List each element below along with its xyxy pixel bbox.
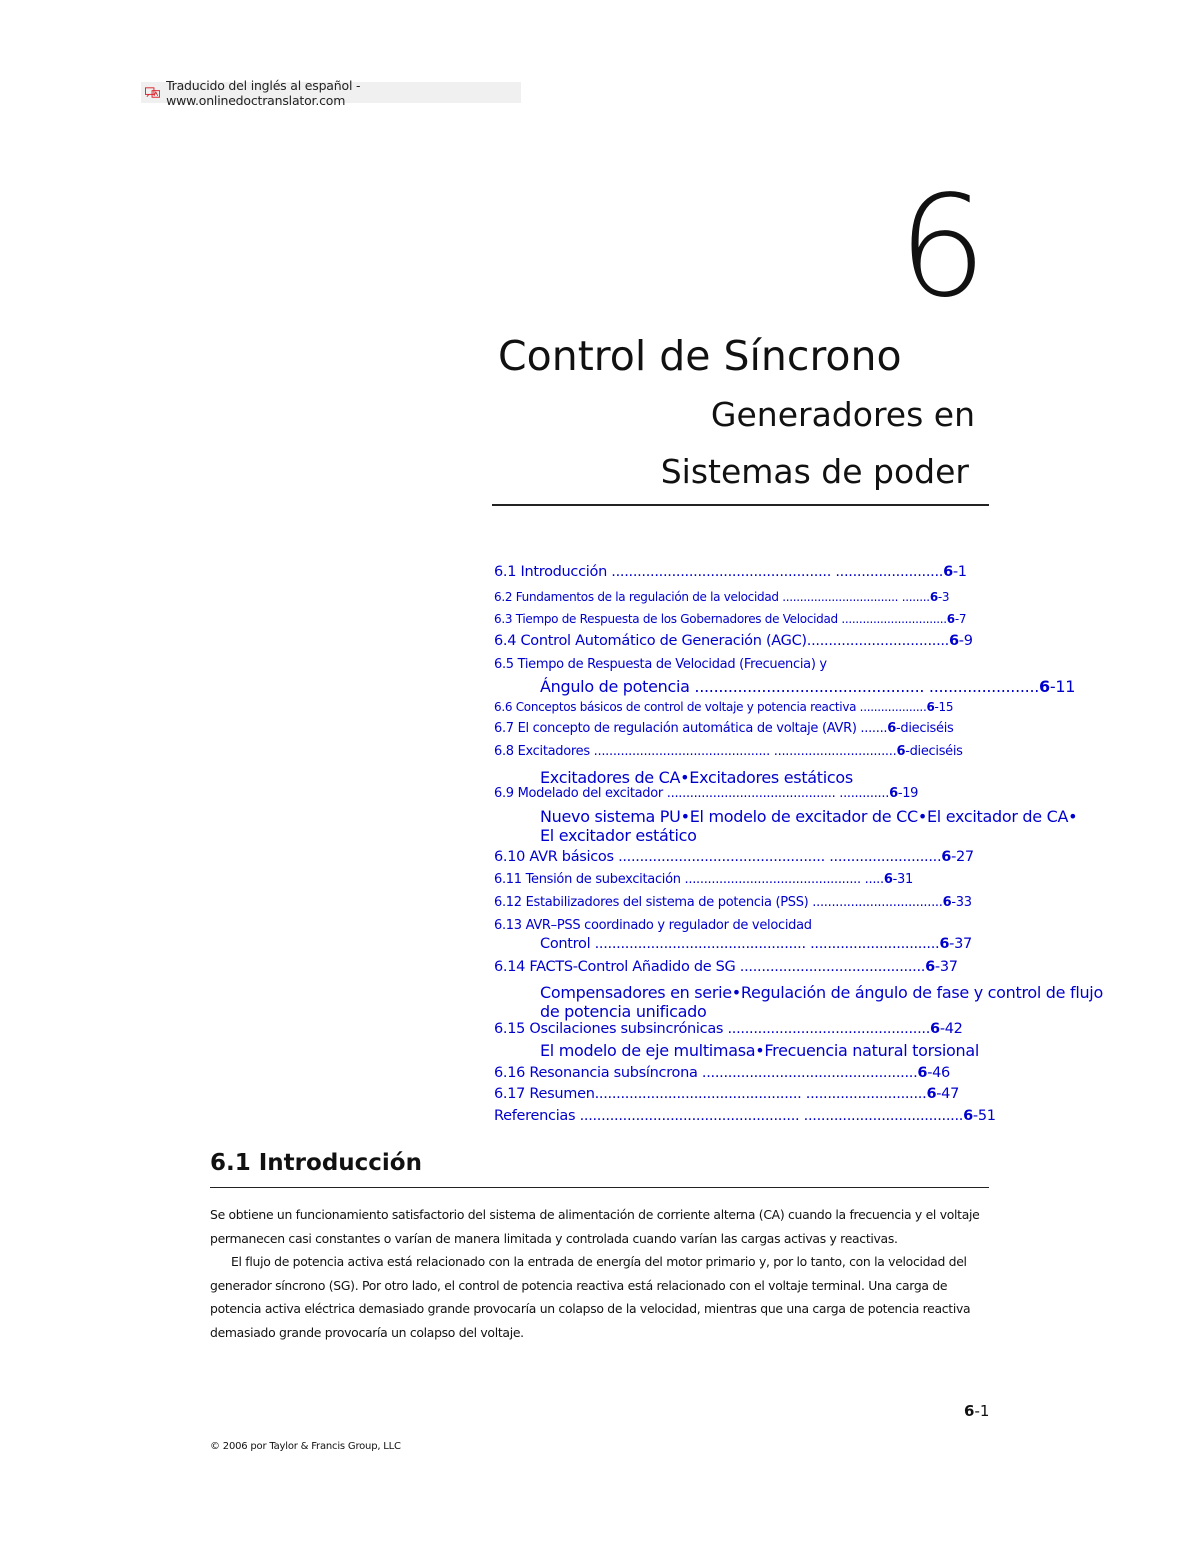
translate-icon	[145, 87, 160, 99]
banner-text: Traducido del inglés al español - www.onlinedoctranslator.com	[166, 77, 361, 108]
paragraph-1: Se obtiene un funcionamiento satisfactorio del sistema de alimentación de corriente alterna (CA) cuando la frecuencia y el voltaje permanecen casi constantes o varían de manera limitada y controlada cuando varían las cargas activas y reactivas.	[210, 1207, 980, 1246]
toc-entry-6-3[interactable]: 6.3 Tiempo de Respuesta de los Gobernadores de Velocidad ..............................6-7	[494, 612, 967, 626]
chapter-title-line-2: Generadores en	[710, 395, 975, 434]
toc-entry-6-4[interactable]: 6.4 Control Automático de Generación (AGC).................................6-9	[494, 633, 973, 649]
toc-entry-references[interactable]: Referencias ................................................... .....................................6-51	[494, 1108, 996, 1124]
toc-subtopics-6-9-cont: El excitador estático	[540, 826, 697, 845]
toc-entry-6-7[interactable]: 6.7 El concepto de regulación automática de voltaje (AVR) .......6-dieciséis	[494, 721, 954, 736]
toc-entry-6-16[interactable]: 6.16 Resonancia subsíncrona ..................................................6-46	[494, 1065, 950, 1081]
toc-entry-6-8[interactable]: 6.8 Excitadores .............................................. ................................6-dieciséis	[494, 744, 963, 759]
toc-subtopics-6-15: El modelo de eje multimasa•Frecuencia natural torsional	[540, 1041, 980, 1060]
body-text	[210, 1203, 990, 1345]
toc-subtopics-6-8: Excitadores de CA•Excitadores estáticos	[540, 768, 853, 787]
toc-entry-6-9[interactable]: 6.9 Modelado del excitador ............................................ .............6-19	[494, 786, 919, 801]
translation-banner[interactable]	[141, 77, 521, 108]
chapter-title-line-1: Control de Síncrono	[498, 332, 902, 380]
chapter-title-line-3: Sistemas de poder	[660, 452, 969, 491]
toc-entry-6-15[interactable]: 6.15 Oscilaciones subsincrónicas ...............................................6-42	[494, 1021, 963, 1037]
chapter-number: 6	[897, 166, 987, 329]
copyright-notice: © 2006 por Taylor & Francis Group, LLC	[210, 1441, 401, 1452]
toc-entry-6-12[interactable]: 6.12 Estabilizadores del sistema de potencia (PSS) ..................................6-33	[494, 895, 972, 910]
toc-entry-6-17[interactable]: 6.17 Resumen................................................ ............................6-47	[494, 1086, 960, 1102]
toc-entry-6-11[interactable]: 6.11 Tensión de subexcitación .............................................. .....6-31	[494, 872, 913, 887]
toc-entry-6-2[interactable]: 6.2 Fundamentos de la regulación de la velocidad ................................. ........6-3	[494, 590, 950, 604]
toc-subtopics-6-14: Compensadores en serie•Regulación de ángulo de fase y control de flujo	[540, 983, 1103, 1002]
toc-entry-6-5-cont[interactable]: Ángulo de potencia ................................................ .......................6-11	[540, 677, 1076, 696]
toc-entry-6-14[interactable]: 6.14 FACTS-Control Añadido de SG ...........................................6-37	[494, 959, 958, 975]
toc-entry-6-13-cont[interactable]: Control ................................................. ..............................6-37	[540, 936, 972, 952]
section-divider	[210, 1187, 989, 1188]
toc-subtopics-6-14-cont: de potencia unificado	[540, 1002, 707, 1021]
toc-entry-6-13[interactable]: 6.13 AVR–PSS coordinado y regulador de velocidad	[494, 918, 812, 933]
toc-entry-6-6[interactable]: 6.6 Conceptos básicos de control de voltaje y potencia reactiva ...................6-15	[494, 700, 954, 714]
section-heading: 6.1 Introducción	[210, 1150, 422, 1176]
toc-subtopics-6-9: Nuevo sistema PU•El modelo de excitador de CC•El excitador de CA•	[540, 807, 1078, 826]
toc-entry-6-10[interactable]: 6.10 AVR básicos ................................................ ..........................6-27	[494, 849, 974, 865]
toc-entry-6-5[interactable]: 6.5 Tiempo de Respuesta de Velocidad (Frecuencia) y	[494, 657, 827, 672]
title-divider	[492, 504, 989, 506]
toc-entry-6-1[interactable]: 6.1 Introducción ................................................... .........................6-1	[494, 564, 967, 580]
paragraph-2: El flujo de potencia activa está relacionado con la entrada de energía del motor primario y, por lo tanto, con la velocidad del generador síncrono (SG). Por otro lado, el control de potencia reactiva está relacionado con el voltaje terminal. Una carga de potencia activa eléctrica demasiado grande provocaría un colapso de la velocidad, mientras que una carga de potencia reactiva demasiado grande provocaría un colapso del voltaje.	[210, 1254, 971, 1340]
page-number: 6-1	[964, 1402, 990, 1420]
